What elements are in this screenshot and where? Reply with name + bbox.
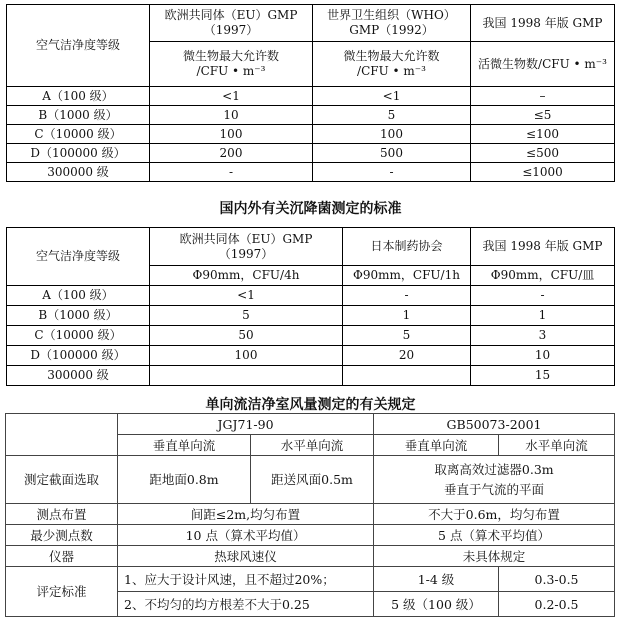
cell-grade: 300000 级 (7, 163, 150, 182)
header-eu: 欧洲共同体（EU）GMP （1997） (150, 5, 313, 42)
cell: 间距≤2m,均匀布置 (118, 504, 374, 525)
cell-cn: ≤100 (471, 125, 615, 144)
cell-grade: C（10000 级） (7, 326, 150, 346)
header-cn: 我国 1998 年版 GMP (471, 5, 615, 42)
cell: 1-4 级 (374, 567, 499, 592)
section-title-airflow: 单向流洁净室风量测定的有关规定 (205, 397, 416, 413)
header-std-b: GB50073-2001 (374, 414, 615, 435)
cell-who: 5 (313, 106, 471, 125)
header-who: 世界卫生组织（WHO） GMP（1992） (313, 5, 471, 42)
cell-cn: ≤5 (471, 106, 615, 125)
cell-jp: 5 (343, 326, 471, 346)
table-row (6, 567, 615, 592)
table-row (6, 504, 615, 525)
sub-who: 微生物最大允许数 /CFU • m⁻³ (313, 42, 471, 87)
cell-eu: 100 (150, 346, 343, 366)
cell-jp: - (343, 286, 471, 306)
cell-eu: <1 (150, 87, 313, 106)
settling-bacteria-table (6, 227, 615, 386)
cell: 5 级（100 级） (374, 592, 499, 617)
table-row (6, 456, 615, 504)
cell-jp: 20 (343, 346, 471, 366)
row-label: 评定标准 (6, 567, 118, 617)
row-label: 仪器 (6, 546, 118, 567)
cell: 取离高效过滤器0.3m 垂直于气流的平面 (374, 456, 615, 504)
cell: 5 点（算术平均值） (374, 525, 615, 546)
header-horiz-a: 水平单向流 (251, 435, 374, 456)
cell-eu: 200 (150, 144, 313, 163)
cell-cn: ≤1000 (471, 163, 615, 182)
cell-eu: <1 (150, 286, 343, 306)
cell-eu: 10 (150, 106, 313, 125)
table-row (6, 546, 615, 567)
airflow-measurement-table (5, 413, 615, 617)
table-row (7, 125, 615, 144)
header-vert-a: 垂直单向流 (118, 435, 251, 456)
cell: 0.2-0.5 (499, 592, 615, 617)
cell-who: 100 (313, 125, 471, 144)
sub-eu: 微生物最大允许数 /CFU • m⁻³ (150, 42, 313, 87)
sub-jp: Φ90mm，CFU/1h (343, 266, 471, 286)
table-row (7, 144, 615, 163)
sub-cn: 活微生物数/CFU • m⁻³ (471, 42, 615, 87)
cell-cn: 1 (471, 306, 615, 326)
header-grade: 空气洁净度等级 (7, 5, 150, 87)
header-cn: 我国 1998 年版 GMP (471, 228, 615, 266)
header-eu: 欧洲共同体（EU）GMP （1997） (150, 228, 343, 266)
row-label: 最少测点数 (6, 525, 118, 546)
header-std-a: JGJ71-90 (118, 414, 374, 435)
sub-cn: Φ90mm，CFU/皿 (471, 266, 615, 286)
cell-cn: – (471, 87, 615, 106)
cell-eu: - (150, 163, 313, 182)
cell: 不大于0.6m，均匀布置 (374, 504, 615, 525)
cell-jp (343, 366, 471, 386)
cell-eu: 50 (150, 326, 343, 346)
cell-who: 500 (313, 144, 471, 163)
cell-cn: - (471, 286, 615, 306)
table-row (7, 163, 615, 182)
cell-cn: 15 (471, 366, 615, 386)
microbe-limit-table (6, 4, 615, 182)
cell-grade: A（100 级） (7, 87, 150, 106)
cell: 2、不均匀的均方根差不大于0.25 (118, 592, 374, 617)
header-jp: 日本制药协会 (343, 228, 471, 266)
cell-who: <1 (313, 87, 471, 106)
table-row (6, 525, 615, 546)
cell-cn: 10 (471, 346, 615, 366)
cell-eu: 100 (150, 125, 313, 144)
table-row (7, 326, 615, 346)
header-vert-b: 垂直单向流 (374, 435, 499, 456)
row-label: 测定截面选取 (6, 456, 118, 504)
header-grade: 空气洁净度等级 (7, 228, 150, 286)
cell-grade: 300000 级 (7, 366, 150, 386)
cell: 未具体规定 (374, 546, 615, 567)
cell-grade: A（100 级） (7, 286, 150, 306)
cell: 热球风速仪 (118, 546, 374, 567)
cell: 0.3-0.5 (499, 567, 615, 592)
header-horiz-b: 水平单向流 (499, 435, 615, 456)
section-title-settling-bacteria: 国内外有关沉降菌测定的标准 (219, 201, 402, 217)
cell-who: - (313, 163, 471, 182)
cell-eu (150, 366, 343, 386)
cell-cn: 3 (471, 326, 615, 346)
sub-eu: Φ90mm，CFU/4h (150, 266, 343, 286)
cell-grade: C（10000 级） (7, 125, 150, 144)
cell-grade: D（100000 级） (7, 346, 150, 366)
table-row (7, 346, 615, 366)
table-row (7, 306, 615, 326)
row-label: 测点布置 (6, 504, 118, 525)
header-blank (6, 414, 118, 456)
cell-grade: B（1000 级） (7, 306, 150, 326)
cell: 距送风面0.5m (251, 456, 374, 504)
cell-cn: ≤500 (471, 144, 615, 163)
table-row (7, 87, 615, 106)
cell-grade: B（1000 级） (7, 106, 150, 125)
cell-eu: 5 (150, 306, 343, 326)
table-row (7, 286, 615, 306)
table-row (7, 366, 615, 386)
cell-jp: 1 (343, 306, 471, 326)
table-row (7, 106, 615, 125)
cell: 距地面0.8m (118, 456, 251, 504)
cell-grade: D（100000 级） (7, 144, 150, 163)
cell: 1、应大于设计风速，且不超过20%； (118, 567, 374, 592)
cell: 10 点（算术平均值） (118, 525, 374, 546)
